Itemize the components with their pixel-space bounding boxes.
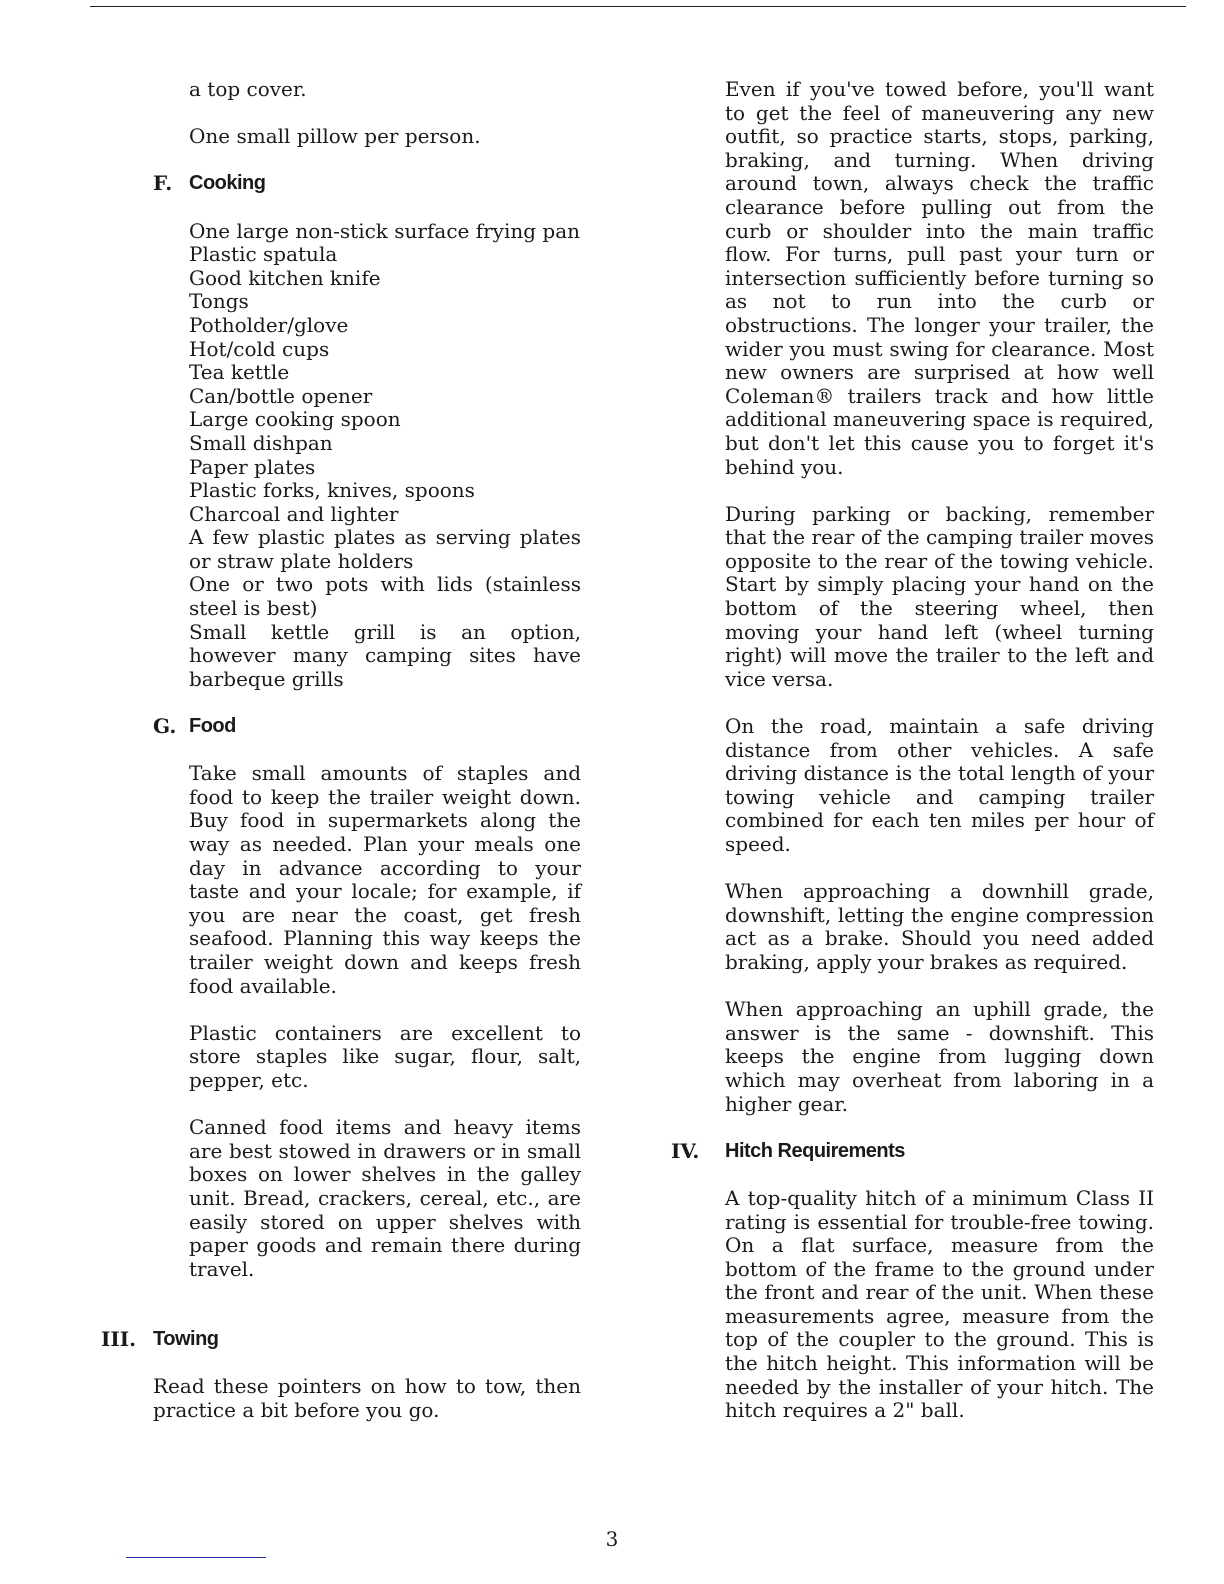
paragraph: On the road, maintain a safe driving distance from other vehicles. A safe driving distance is the total length of your towing vehicle and camping trailer combined for each ten miles per hour of speed. — [725, 714, 1154, 856]
list-item: Plastic spatula — [189, 242, 338, 267]
paragraph: Plastic containers are excellent to store staples like sugar, flour, salt, pepper, etc. — [189, 1020, 581, 1092]
list-item: Paper plates — [189, 454, 316, 479]
section-iv-heading — [671, 1138, 1154, 1164]
intro-line: a top cover. — [189, 77, 307, 101]
list-item: One or two pots with lids (stainless steel is best) — [189, 572, 581, 621]
list-item: Large cooking spoon — [189, 407, 401, 432]
list-item: Small dishpan — [189, 430, 333, 455]
list-item: Charcoal and lighter — [189, 501, 399, 526]
list-item: Tongs — [189, 289, 249, 314]
paragraph: During parking or backing, remember that the rear of the camping trailer moves opposite to the rear of the towing vehicle. Start by simply placing your hand on the bottom of the steering wheel, then moving your hand left (wheel turning right) will move the trailer to the left and vice versa. — [725, 501, 1154, 691]
section-f-heading — [153, 171, 581, 196]
cooking-list — [189, 220, 581, 692]
section-iii-number: III. — [101, 1327, 137, 1352]
paragraph: Canned food items and heavy items are best stowed in drawers or in small boxes on lower shelves in the galley unit. Bread, crackers, cereal, etc., are easily stored on upper shelves with paper goods and remain there during travel. — [189, 1115, 581, 1281]
left-column — [101, 77, 581, 1446]
top-rule — [90, 6, 1186, 7]
section-iii-heading — [101, 1327, 581, 1352]
section-iii-title: Towing — [153, 1328, 219, 1351]
paragraph: Read these pointers on how to tow, then practice a bit before you go. — [153, 1374, 581, 1423]
list-item: Tea kettle — [189, 360, 290, 385]
list-item: Potholder/glove — [189, 312, 349, 337]
list-item: One large non-stick surface frying pan — [189, 218, 581, 243]
page-number: 3 — [605, 1527, 619, 1551]
paragraph: When approaching an uphill grade, the answer is the same - downshift. This keeps the engine from lugging down which may overheat from laboring in a higher gear. — [725, 997, 1154, 1116]
footnote-rule — [126, 1557, 266, 1558]
section-g-title: Food — [189, 715, 236, 738]
list-item: Can/bottle opener — [189, 383, 373, 408]
section-g-number: G. — [153, 714, 177, 739]
section-g-heading — [153, 714, 581, 739]
paragraph: Take small amounts of staples and food to keep the trailer weight down. Buy food in supermarkets along the way as needed. Plan your meals one day in advance according to your taste and your locale; for example, if you are near the coast, get fresh seafood. Planning this way keeps the trailer weight down and keeps fresh food available. — [189, 761, 581, 998]
list-item: Good kitchen knife — [189, 265, 381, 290]
paragraph: When approaching a downhill grade, downshift, letting the engine compression act as a brake. Should you need added braking, apply your brakes as required. — [725, 879, 1154, 974]
list-item: A few plastic plates as serving plates or straw plate holders — [189, 525, 581, 573]
paragraph: Even if you've towed before, you'll want to get the feel of maneuvering any new outfit, so practice starts, stops, parking, braking, and turning. When driving around town, always check the traffic clearance before pulling out from the curb or shoulder into the main traffic flow. For turns, pull past your turn or intersection sufficiently before turning so as not to run into the curb or obstructions. The longer your trailer, the wider you must swing for clearance. Most new owners are surprised at how well Coleman® trailers track and how little additional maneuvering space is required, but don't let this cause you to forget it's behind you. — [725, 77, 1155, 479]
list-item: Hot/cold cups — [189, 336, 330, 361]
section-iv-number: IV. — [671, 1138, 700, 1163]
right-column — [671, 77, 1155, 1446]
section-iv-title: Hitch Requirements — [725, 1139, 905, 1162]
list-item: Plastic forks, knives, spoons — [189, 478, 475, 503]
intro-line: One small pillow per person. — [189, 124, 481, 149]
paragraph: A top-quality hitch of a minimum Class II rating is essential for trouble-free towing. On a flat surface, measure from the bottom of the frame to the ground under the front and rear of the unit. When these measurements agree, measure from the top of the coupler to the ground. This is the hitch height. This information will be needed by the installer of your hitch. The hitch requires a 2" ball. — [725, 1185, 1154, 1423]
section-f-title: Cooking — [189, 172, 266, 195]
section-f-number: F. — [153, 171, 173, 196]
list-item: Small kettle grill is an option, however many camping sites have barbeque grills — [189, 619, 581, 691]
